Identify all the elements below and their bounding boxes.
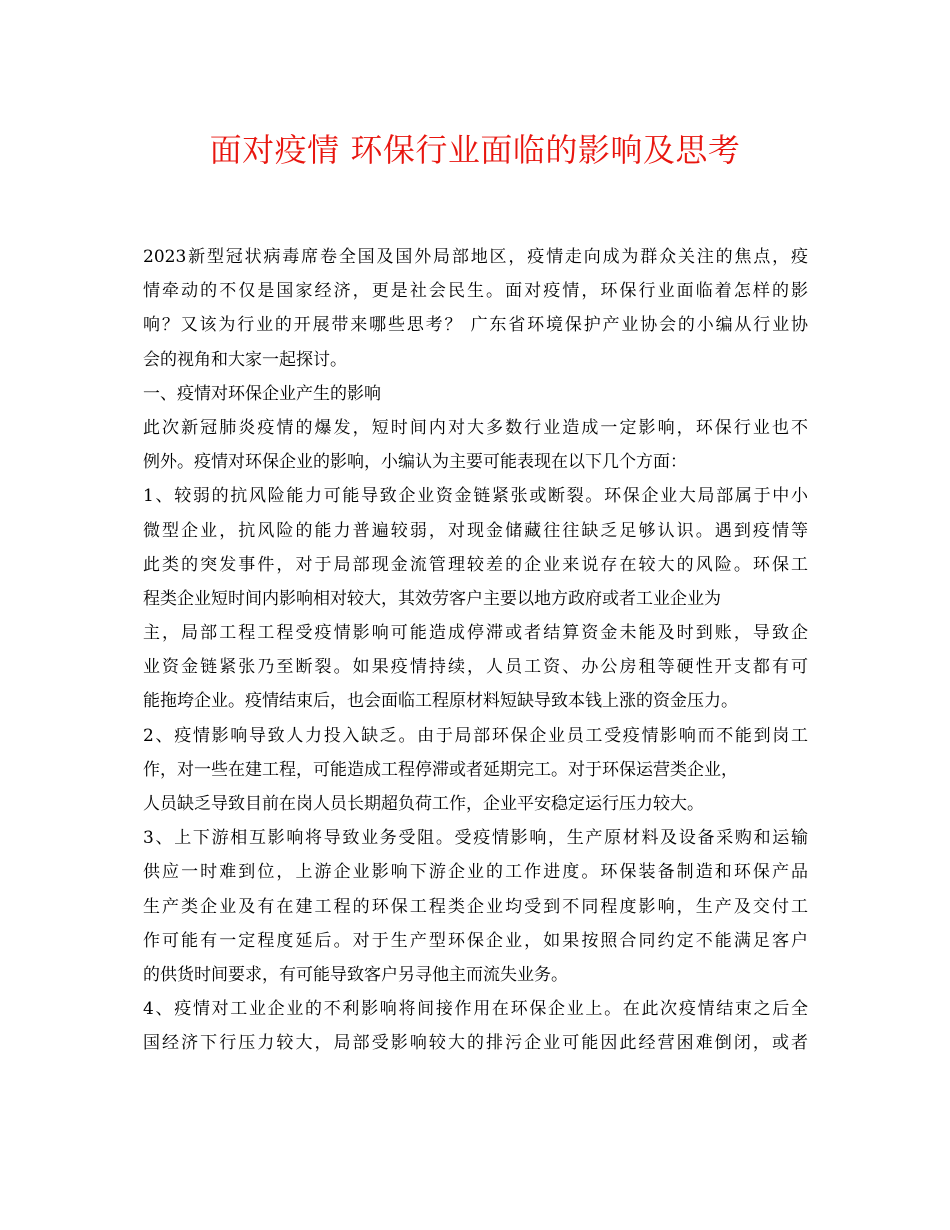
body-line: 例外。疫情对环保企业的影响，小编认为主要可能表现在以下几个方面：: [143, 452, 687, 473]
body-line: 会的视角和大家一起探讨。: [143, 349, 347, 370]
document-body: [143, 240, 808, 1061]
body-line: 此类的突发事件，对于局部现金流管理较差的企业来说存在较大的风险。环保工: [143, 554, 808, 575]
body-line: 2023新型冠状病毒席卷全国及国外局部地区，疫情走向成为群众关注的焦点，疫: [143, 247, 808, 267]
body-line: 人员缺乏导致目前在岗人员长期超负荷工作，企业平安稳定运行压力较大。: [143, 794, 704, 814]
body-line: 业资金链紧张乃至断裂。如果疫情持续，人员工资、办公房租等硬性开支都有可: [143, 657, 808, 678]
body-line: 此次新冠肺炎疫情的爆发，短时间内对大多数行业造成一定影响，环保行业也不: [143, 417, 808, 438]
body-line: 供应一时难到位，上游企业影响下游企业的工作进度。环保装备制造和环保产品: [143, 862, 808, 883]
document-title: 面对疫情 环保行业面临的影响及思考: [209, 131, 741, 169]
body-line: 作可能有一定程度延后。对于生产型环保企业，如果按照合同约定不能满足客户: [143, 930, 808, 951]
body-line: 作，对一些在建工程，可能造成工程停滞或者延期完工。对于环保运营类企业，: [143, 759, 738, 780]
body-line: 4、疫情对工业企业的不利影响将间接作用在环保企业上。在此次疫情结束之后全: [143, 999, 808, 1020]
body-line: 主，局部工程工程受疫情影响可能造成停滞或者结算资金未能及时到账，导致企: [143, 623, 808, 644]
body-line: 国经济下行压力较大，局部受影响较大的排污企业可能因此经营困难倒闭，或者: [143, 1033, 808, 1054]
body-line: 1、较弱的抗风险能力可能导致企业资金链紧张或断裂。环保企业大局部属于中小: [143, 486, 808, 507]
body-line: 微型企业，抗风险的能力普遍较弱，对现金储藏往往缺乏足够认识。遇到疫情等: [143, 520, 808, 541]
body-line: 生产类企业及有在建工程的环保工程类企业均受到不同程度影响，生产及交付工: [143, 896, 808, 917]
section-heading: 一、疫情对环保企业产生的影响: [143, 383, 381, 404]
body-line: 2、疫情影响导致人力投入缺乏。由于局部环保企业员工受疫情影响而不能到岗工: [143, 725, 808, 746]
body-line: 程类企业短时间内影响相对较大，其效劳客户主要以地方政府或者工业企业为: [143, 588, 721, 609]
body-line: 响？又该为行业的开展带来哪些思考？ 广东省环境保护产业协会的小编从行业协: [143, 315, 808, 336]
body-line: 3、上下游相互影响将导致业务受阻。受疫情影响，生产原材料及设备采购和运输: [143, 828, 808, 849]
body-line: 的供货时间要求，有可能导致客户另寻他主而流失业务。: [143, 964, 568, 985]
body-line: 情牵动的不仅是国家经济，更是社会民生。面对疫情，环保行业面临着怎样的影: [143, 281, 808, 302]
body-line: 能拖垮企业。疫情结束后，也会面临工程原材料短缺导致本钱上涨的资金压力。: [143, 691, 738, 712]
